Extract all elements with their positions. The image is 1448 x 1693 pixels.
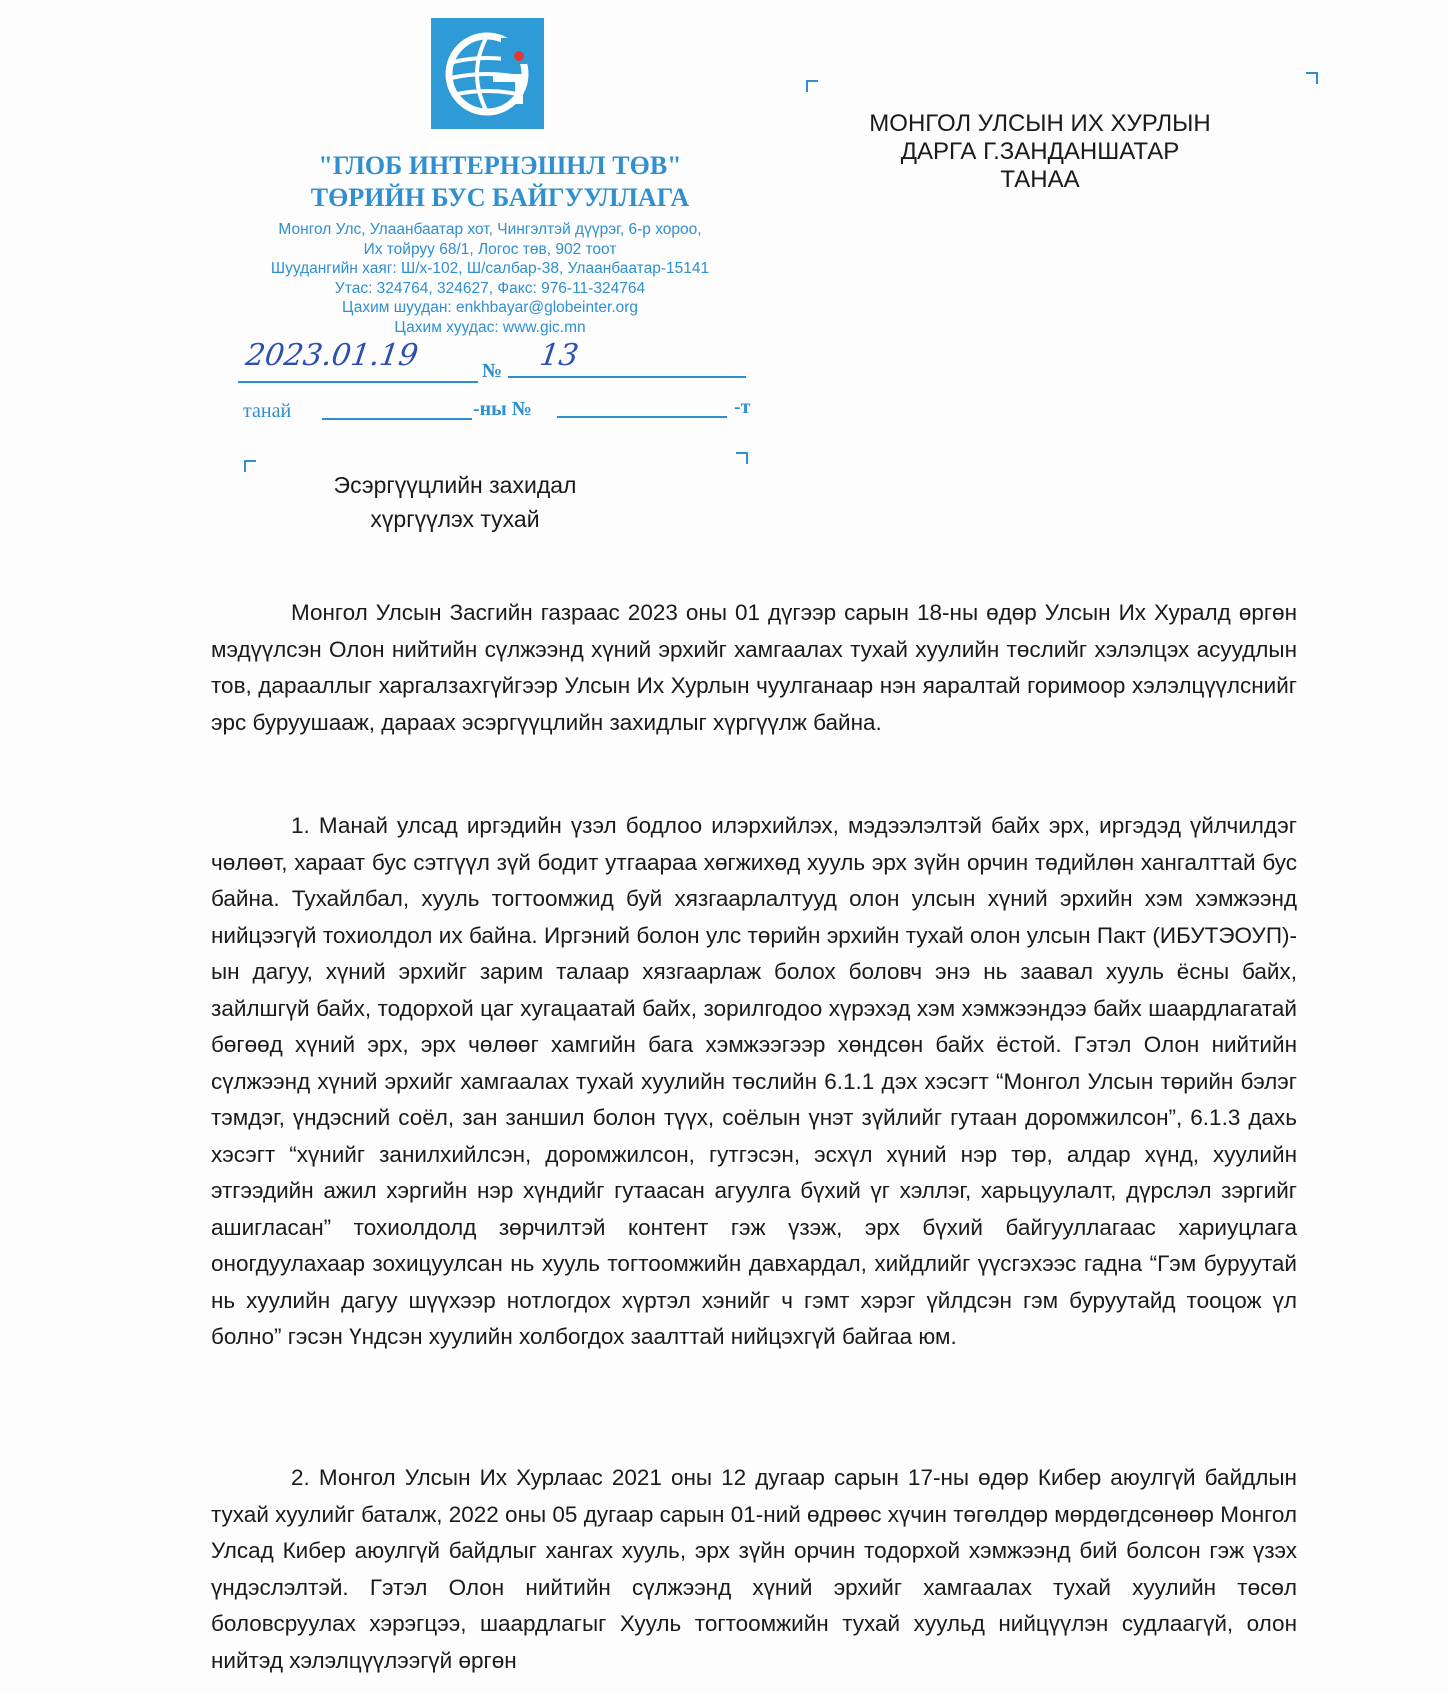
website: Цахим хуудас: www.gic.mn bbox=[394, 318, 586, 336]
postbox: Шуудангийн хаяг: Ш/х-102, Ш/салбар-38, Улаанбаатар-15141 bbox=[270, 260, 710, 277]
organization-contact bbox=[220, 220, 760, 337]
addressee-line1: МОНГОЛ УЛСЫН ИХ ХУРЛЫН bbox=[869, 110, 1211, 137]
corner-mark bbox=[244, 460, 256, 472]
addressee-block bbox=[860, 110, 1220, 194]
addressee-line2: ДАРГА Г.ЗАНДАНШАТАР bbox=[900, 138, 1180, 165]
address-line2: Их тойруу 68/1, Логос төв, 902 тоот bbox=[363, 240, 617, 258]
phone-fax: Утас: 324764, 324627, Факс: 976-11-324764 bbox=[334, 279, 646, 297]
your-number-label: -ны № bbox=[473, 398, 532, 420]
paragraph-text: Монгол Улсын Засгийн газраас 2023 оны 01 дүгээр сарын 18-ны өдөр Улсын Их Хуралд өргөн мэдүүлсэн Олон нийтийн сүлжээнд хүний эрхийг хамгаалах тухай хуулийн төслийг хэлэлцэх асуудлын тов, дарааллыг харгалзахгүйгээр Улсын Их Хурлын чуулганаар нэн яаралтай горимоор хэлэлцүүлснийг эрс буруушааж, дараах эсэргүүцлийн захидлыг хүргүүлж байна. bbox=[211, 600, 1297, 735]
your-date-underline bbox=[322, 418, 472, 420]
body-paragraph-2 bbox=[211, 1460, 1297, 1679]
corner-mark bbox=[806, 80, 818, 92]
your-label: танай bbox=[243, 400, 292, 422]
addressee-line3: ТАНАА bbox=[1000, 166, 1080, 193]
number-label: № bbox=[482, 360, 503, 382]
email: Цахим шуудан: enkhbayar@globeinter.org bbox=[341, 299, 639, 316]
paragraph-text: 2. Монгол Улсын Их Хурлаас 2021 оны 12 дугаар сарын 17-ны өдөр Кибер аюулгүй байдлын тухай хуулийг баталж, 2022 оны 05 дугаар сарын 01-ний өдрөөс хүчин төгөлдөр мөрдөгдсөнөөр Монгол Улсад Кибер аюулгүй байдлыг хангах хууль, эрх зүйн орчин тодорхой хэмжээнд бий болсон гэж үзэх үндэслэлтэй. Гэтэл Олон нийтийн сүлжээнд хүний эрхийг хамгаалах тухай хуулийн төсөл боловсруулах хэрэгцээ, шаардлагыг Хууль тогтоомжийн тухай хуульд нийцүүлэн судлаагүй, олон нийтэд хэлэлцүүлээгүй өргөн bbox=[211, 1465, 1297, 1673]
org-name-line1: "ГЛОБ ИНТЕРНЭШНЛ ТӨВ" bbox=[318, 151, 682, 180]
body-paragraph-intro bbox=[211, 595, 1297, 741]
body-paragraph-1 bbox=[211, 808, 1297, 1356]
organization-logo bbox=[431, 18, 544, 129]
your-number-underline bbox=[557, 416, 727, 418]
address-line1: Монгол Улс, Улаанбаатар хот, Чингэлтэй дүүрэг, 6-р хороо, bbox=[278, 221, 702, 238]
organization-name bbox=[270, 150, 730, 214]
corner-mark bbox=[736, 452, 748, 464]
corner-mark bbox=[1306, 72, 1318, 84]
org-name-line2: ТӨРИЙН БУС БАЙГУУЛЛАГА bbox=[310, 183, 690, 212]
date-underline bbox=[238, 381, 478, 383]
number-handwritten: 13 bbox=[537, 338, 581, 373]
trailing-suffix: -т bbox=[734, 396, 751, 418]
subject-line1: Эсэргүүцлийн захидал bbox=[333, 472, 577, 498]
paragraph-text: 1. Манай улсад иргэдийн үзэл бодлоо илэрхийлэх, мэдээлэлтэй байх эрх, иргэдэд үйлчилдэг чөлөөт, хараат бус сэтгүүл зүй бодит утгаараа хөгжихөд хууль эрх зүйн орчин төдийлөн хангалттай бус байна. Тухайлбал, хууль тогтоомжид буй хязгаарлалтууд олон улсын хүний эрхийн хэм хэмжээнд нийцээгүй тохиолдол их байна. Иргэний болон улс төрийн эрхийн тухай олон улсын Пакт (ИБУТЭОУП)-ын дагуу, хүний эрхийг зарим талаар хязгаарлаж болох боловч энэ нь заавал хууль ёсны байх, зайлшгүй байх, тодорхой цаг хугацаатай байх, зорилгодоо хүрэхэд хэм хэмжээндээ байх шаардлагатай бөгөөд хүний эрх, эрх чөлөөг хамгийн бага хэмжээгээр хөндсөн байх ёстой. Гэтэл Олон нийтийн сүлжээнд хүний эрхийг хамгаалах тухай хуулийн төслийн 6.1.1 дэх хэсэгт “Монгол Улсын төрийн бэлэг тэмдэг, үндэсний соёл, зан заншил болон түүх, соёлын үнэт зүйлийг гутаан доромжилсон”, 6.1.3 дахь хэсэгт “хүнийг занилхийлсэн, доромжилсон, гутгэсэн, эсхүл хүний нэр төр, алдар хүнд, хуулийн этгээдийн ажил хэргийн нэр хүндийг гутаасан агуулга бүхий үг хэллэг, харьцуулалт, дүрслэл зэргийг ашигласан” тохиолдолд зөрчилтэй контент гэж үзэж, эрх бүхий байгууллагаас хариуцлага оногдуулахаар зохицуулсан нь хууль тогтоомжийн давхардал, хийдлийг үүсгэхээс гадна “Гэм буруутай нь хуулийн дагуу шүүхээр нотлогдох хүртэл хэнийг ч гэмт хэрэг үйлдсэн гэм буруутайд тооцож үл болно” гэсэн Үндсэн хуулийн холбогдох заалттай нийцэхгүй байгаа юм. bbox=[211, 813, 1297, 1349]
number-underline bbox=[508, 376, 746, 378]
subject-line2: хүргүүлэх тухай bbox=[370, 506, 540, 532]
globe-g-logo-icon bbox=[431, 18, 544, 129]
subject-block bbox=[290, 468, 620, 536]
date-handwritten: 2023.01.19 bbox=[243, 338, 421, 373]
